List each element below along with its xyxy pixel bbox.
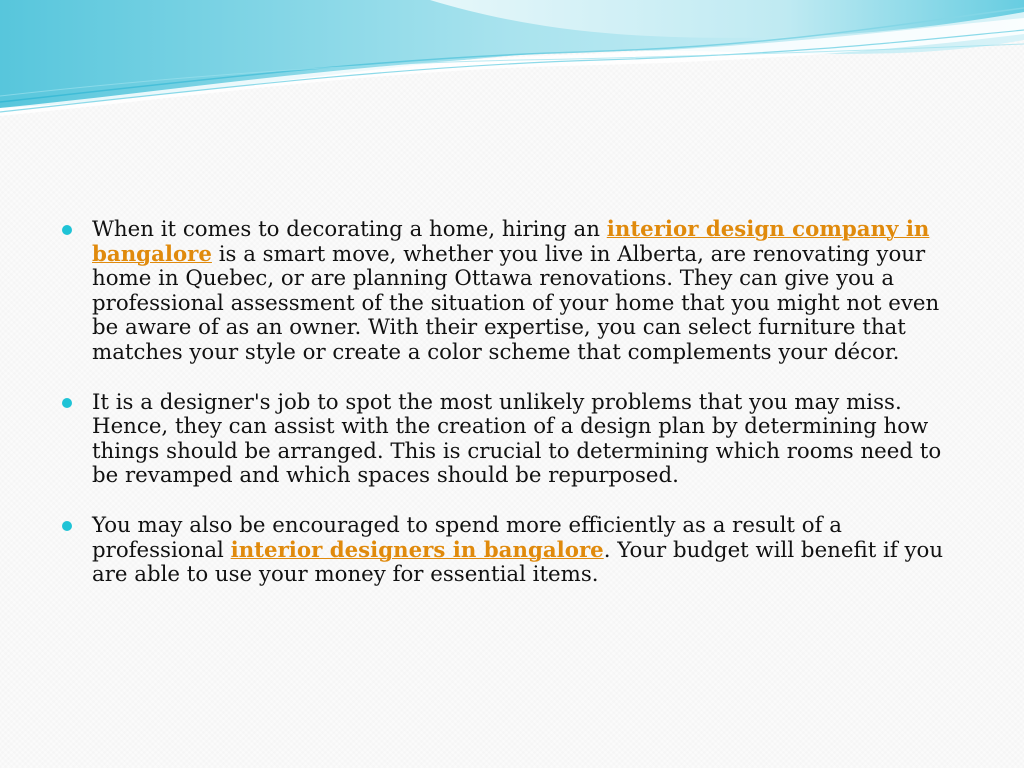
bullet-dot-icon [62, 225, 72, 235]
bullet-list [60, 218, 960, 613]
bullet-item [60, 218, 960, 366]
bullet-text [92, 391, 960, 489]
bullet-text-segment: When it comes to decorating a home, hiring an [92, 217, 607, 242]
bullet-text-segment: You may also be encouraged to spend more efficiently as a result of a professional [92, 512, 842, 563]
bullet-item [60, 391, 960, 489]
interior-designers-link[interactable]: interior designers in bangalore [230, 537, 604, 563]
bullet-dot-icon [62, 521, 72, 531]
interior-design-company-link[interactable]: interior design company in bangalore [92, 217, 930, 267]
bullet-text [92, 218, 960, 366]
bullet-text-segment: It is a designer's job to spot the most unlikely problems that you may miss. Hence, they can assist with the creation of a design plan by determining how things should be arranged. This is crucial to determining which rooms need to be revamped and which spaces should be repurposed. [92, 389, 942, 489]
bullet-text-segment: . Your budget will benefit if you are able to use your money for essential items. [92, 537, 944, 588]
bullet-dot-icon [62, 398, 72, 408]
bullet-item [60, 514, 960, 588]
wave-header-decoration [0, 0, 1024, 130]
bullet-text-segment: is a smart move, whether you live in Alberta, are renovating your home in Quebec, or are planning Ottawa renovations. They can give you a professional assessment of the situation of your home that you might not even be aware of as an owner. With their expertise, you can select furniture that matches your style or create a color scheme that complements your décor. [92, 241, 940, 365]
bullet-text [92, 514, 960, 588]
